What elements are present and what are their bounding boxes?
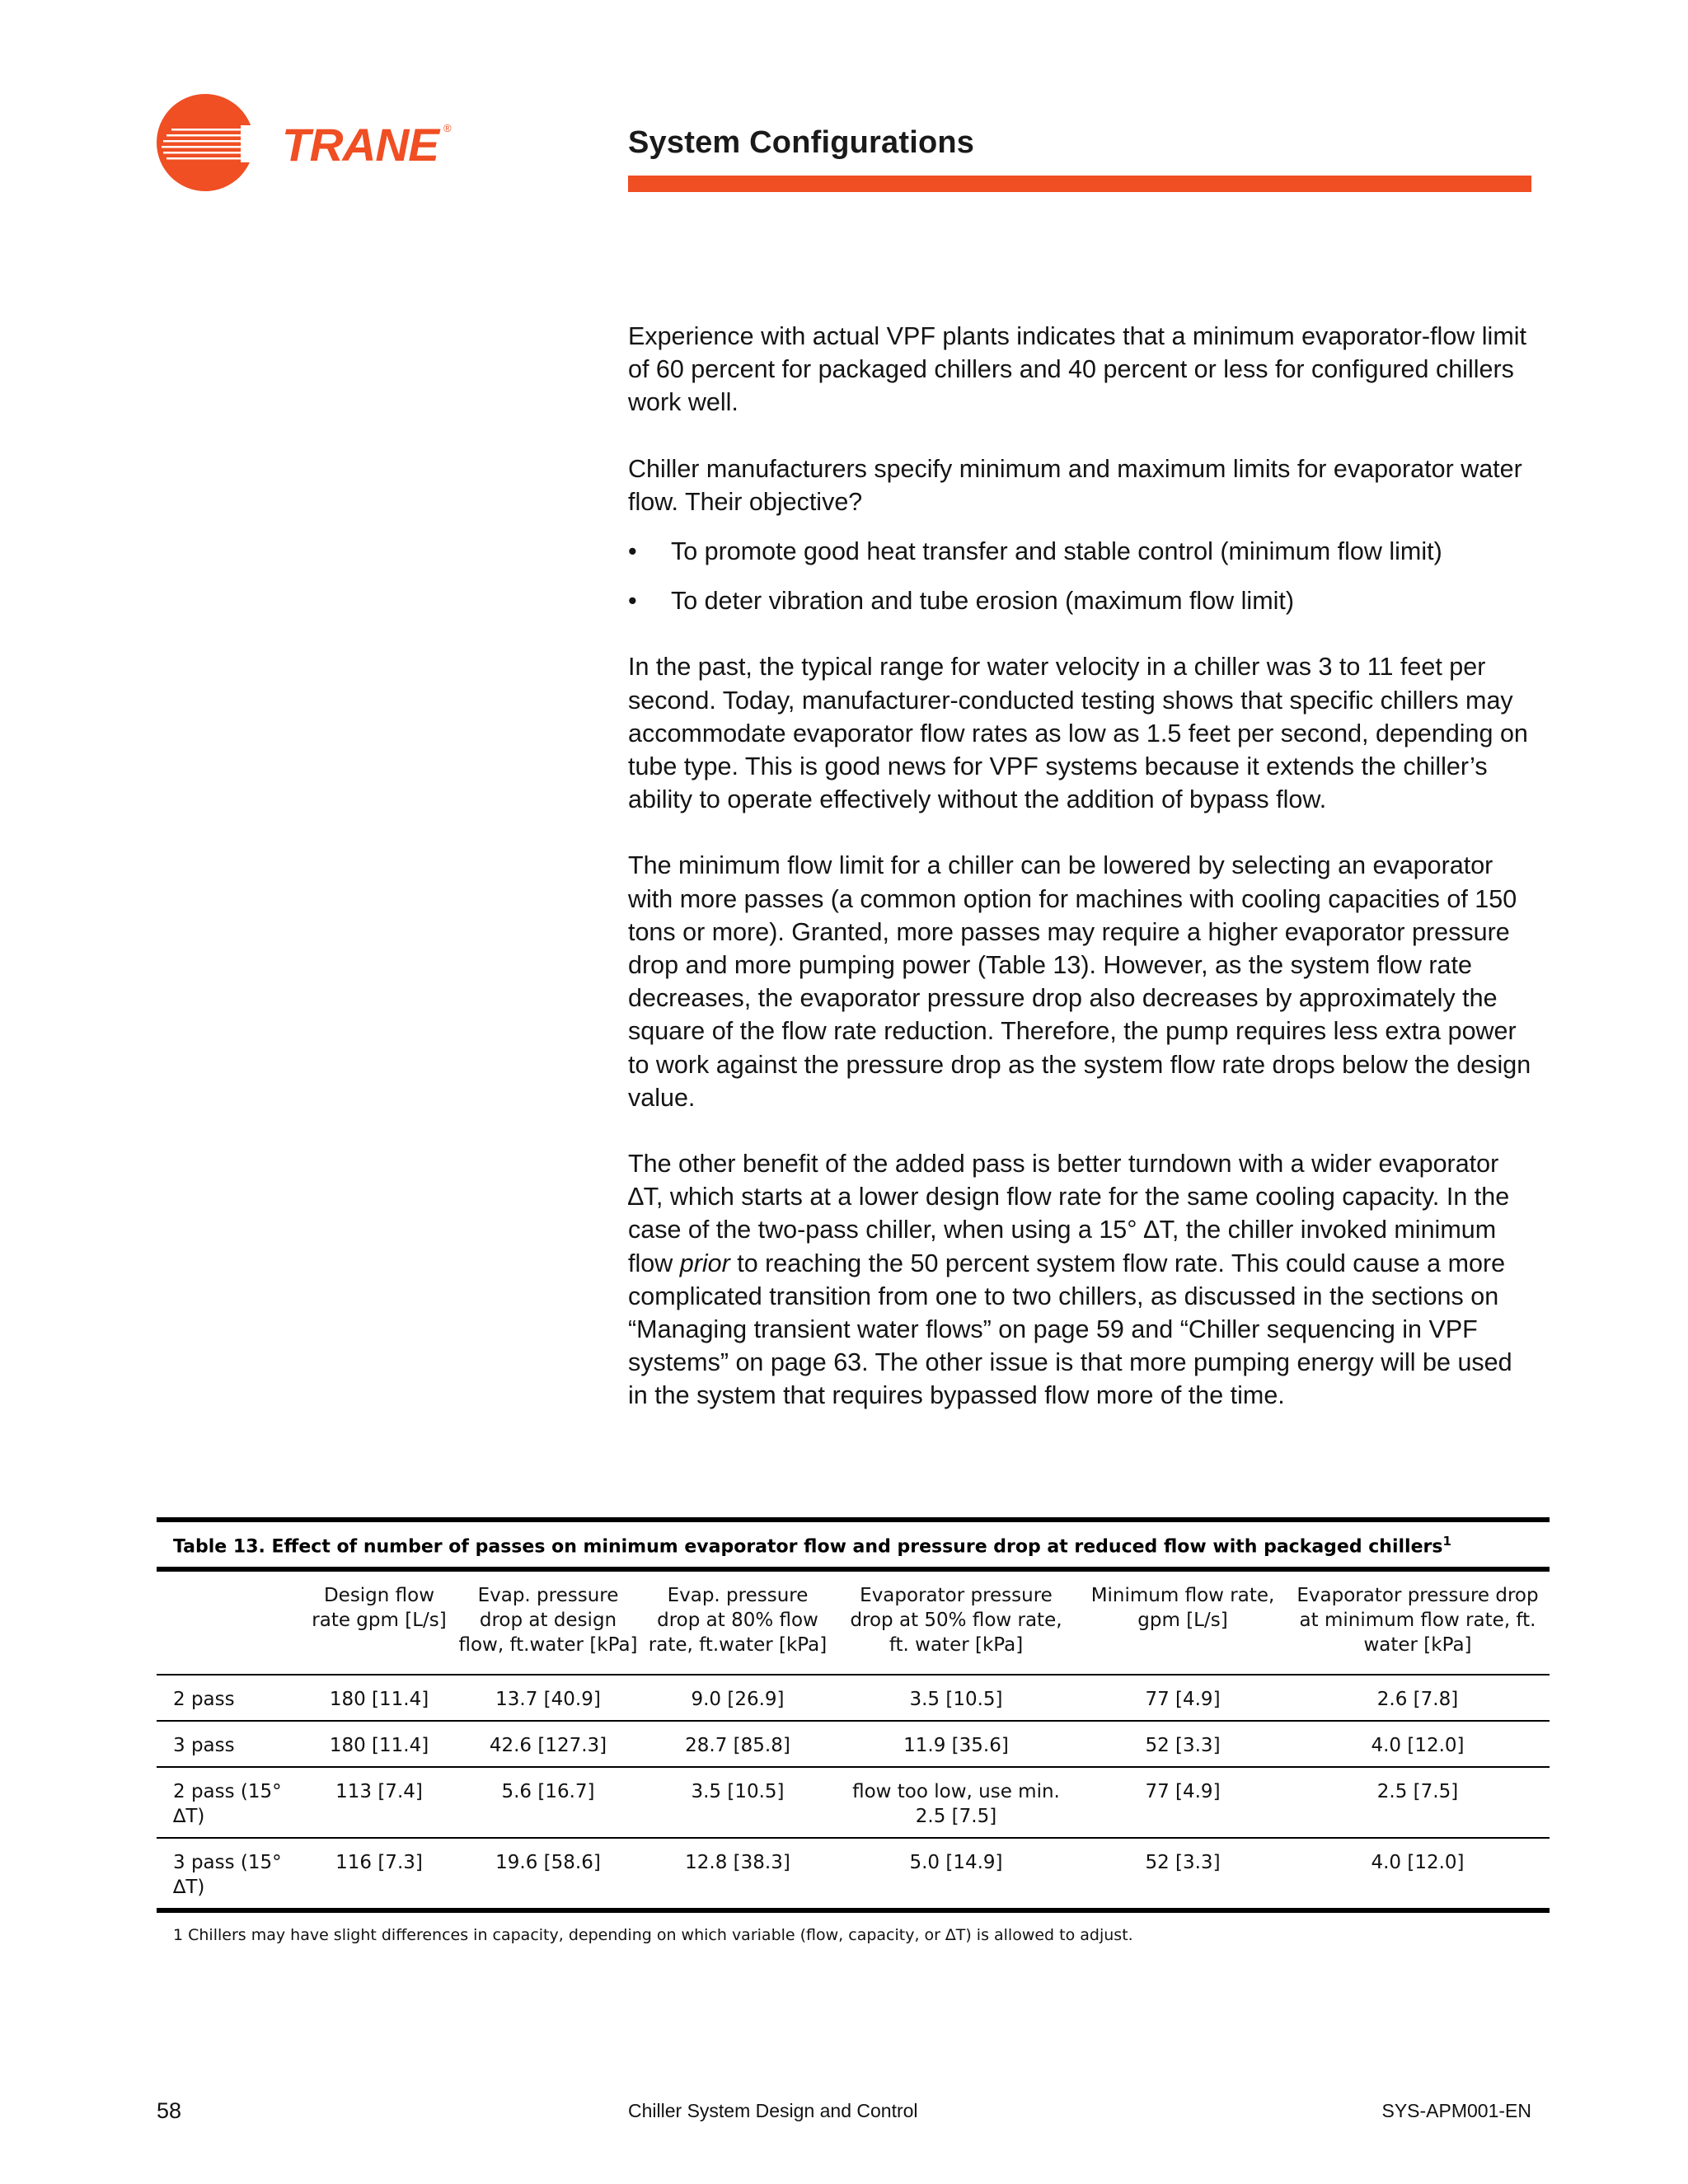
row-label: 3 pass	[157, 1721, 305, 1767]
table-cell: 180 [11.4]	[305, 1675, 453, 1721]
table-cell: 5.0 [14.9]	[832, 1838, 1080, 1908]
paragraph-3: In the past, the typical range for water velocity in a chiller was 3 to 11 feet per second. Today, manufacturer-conducted testing shows that specific chillers may accommodate evaporator flow rates as low as 1.5 feet per second, depending on tube type. This is good news for VPF systems because it extends the chiller’s ability to operate effectively without the addition of bypass flow.	[628, 653, 1528, 814]
caption-footnote-mark: 1	[1442, 1534, 1451, 1549]
list-item: • To deter vibration and tube erosion (maximum flow limit)	[628, 584, 1535, 617]
body-text	[628, 320, 1535, 1446]
column-header: Evaporator pressure drop at minimum flow rate, ft. water [kPa]	[1296, 1585, 1539, 1657]
trane-logo	[155, 92, 462, 193]
paragraph-2: Chiller manufacturers specify minimum and maximum limits for evaporator water flow. Their objective?	[628, 454, 1522, 516]
column-header: Design flow rate gpm [L/s]	[312, 1585, 447, 1632]
section-title: System Configurations	[628, 125, 975, 160]
emphasis-prior: prior	[679, 1249, 730, 1277]
table-cell: 19.6 [58.6]	[453, 1838, 643, 1908]
column-header: Evap. pressure drop at design flow, ft.water [kPa]	[458, 1585, 638, 1657]
column-header	[157, 1572, 305, 1675]
table-cell: 180 [11.4]	[305, 1721, 453, 1767]
objective-list	[628, 535, 1535, 617]
table-cell: 52 [3.3]	[1080, 1721, 1286, 1767]
table-13	[157, 1517, 1550, 1944]
document-title: Chiller System Design and Control	[628, 2100, 918, 2121]
table-row	[157, 1675, 1550, 1721]
table-cell: 52 [3.3]	[1080, 1838, 1286, 1908]
table-cell: 11.9 [35.6]	[832, 1721, 1080, 1767]
title-rule	[628, 176, 1531, 192]
paragraph-5-end: to reaching the 50 percent system flow rate. This could cause a more complicated transition from one to two chillers, as discussed in the sections on “Managing transient water flows” on page 59 and “Chiller sequencing in VPF systems” on page 63. The other issue is that more pumping energy will be used in the system that requires bypassed flow more of the time.	[628, 1249, 1512, 1410]
table-cell: 42.6 [127.3]	[453, 1721, 643, 1767]
table-caption	[157, 1522, 1550, 1567]
svg-text:®: ®	[443, 122, 452, 134]
column-header: Minimum flow rate, gpm [L/s]	[1090, 1585, 1275, 1632]
table-caption-text: Table 13. Effect of number of passes on minimum evaporator flow and pressure drop at reduced flow with packaged chillers	[173, 1536, 1443, 1558]
table-header-row	[157, 1572, 1550, 1675]
table-cell: 9.0 [26.9]	[643, 1675, 832, 1721]
table-cell: 77 [4.9]	[1080, 1767, 1286, 1838]
paragraph-1: Experience with actual VPF plants indicates that a minimum evaporator-flow limit of 60 percent for packaged chillers and 40 percent or less for configured chillers work well.	[628, 322, 1526, 417]
data-table	[157, 1572, 1550, 1908]
table-cell: 3.5 [10.5]	[643, 1767, 832, 1838]
brand-wordmark: TRANE	[282, 119, 441, 171]
table-cell: 4.0 [12.0]	[1286, 1838, 1550, 1908]
table-cell: 3.5 [10.5]	[832, 1675, 1080, 1721]
list-item: • To promote good heat transfer and stable control (minimum flow limit)	[628, 535, 1535, 568]
page-number: 58	[157, 2098, 182, 2123]
column-header: Evaporator pressure drop at 50% flow rate, ft. water [kPa]	[850, 1585, 1062, 1657]
paragraph-4: The minimum flow limit for a chiller can be lowered by selecting an evaporator with more passes (a common option for machines with cooling capacities of 150 tons or more). Granted, more passes may require a higher evaporator pressure drop and more pumping power (Table 13). However, as the system flow rate decreases, the evaporator pressure drop also decreases by approximately the square of the flow rate reduction. Therefore, the pump requires less extra power to work against the pressure drop as the system flow rate drops below the design value.	[628, 851, 1531, 1112]
row-label: 2 pass	[157, 1675, 305, 1721]
table-footnote: 1 Chillers may have slight differences in capacity, depending on which variable (flow, capacity, or ∆T) is allowed to adjust.	[173, 1926, 1133, 1945]
table-cell: 2.5 [7.5]	[1286, 1767, 1550, 1838]
table-cell: flow too low, use min. 2.5 [7.5]	[832, 1767, 1080, 1838]
table-cell: 12.8 [38.3]	[643, 1838, 832, 1908]
table-cell: 77 [4.9]	[1080, 1675, 1286, 1721]
table-cell: 4.0 [12.0]	[1286, 1721, 1550, 1767]
table-cell: 2.6 [7.8]	[1286, 1675, 1550, 1721]
table-row	[157, 1767, 1550, 1838]
table-cell: 28.7 [85.8]	[643, 1721, 832, 1767]
table-row	[157, 1838, 1550, 1908]
table-row	[157, 1721, 1550, 1767]
paragraph-5	[628, 1147, 1535, 1413]
column-header: Evap. pressure drop at 80% flow rate, ft.water [kPa]	[648, 1585, 828, 1657]
row-label: 2 pass (15° ∆T)	[157, 1767, 305, 1838]
row-label: 3 pass (15° ∆T)	[157, 1838, 305, 1908]
table-cell: 116 [7.3]	[305, 1838, 453, 1908]
table-cell: 13.7 [40.9]	[453, 1675, 643, 1721]
paragraph-5-start: The other benefit of the added pass is better turndown with a wider evaporator ∆T, which starts at a lower design flow rate for the same cooling capacity. In the case of the two-pass chiller, when using a 15° ∆T, the chiller invoked minimum flow	[628, 1150, 1510, 1277]
table-cell: 5.6 [16.7]	[453, 1767, 643, 1838]
document-code: SYS-APM001-EN	[1381, 2100, 1531, 2121]
table-cell: 113 [7.4]	[305, 1767, 453, 1838]
